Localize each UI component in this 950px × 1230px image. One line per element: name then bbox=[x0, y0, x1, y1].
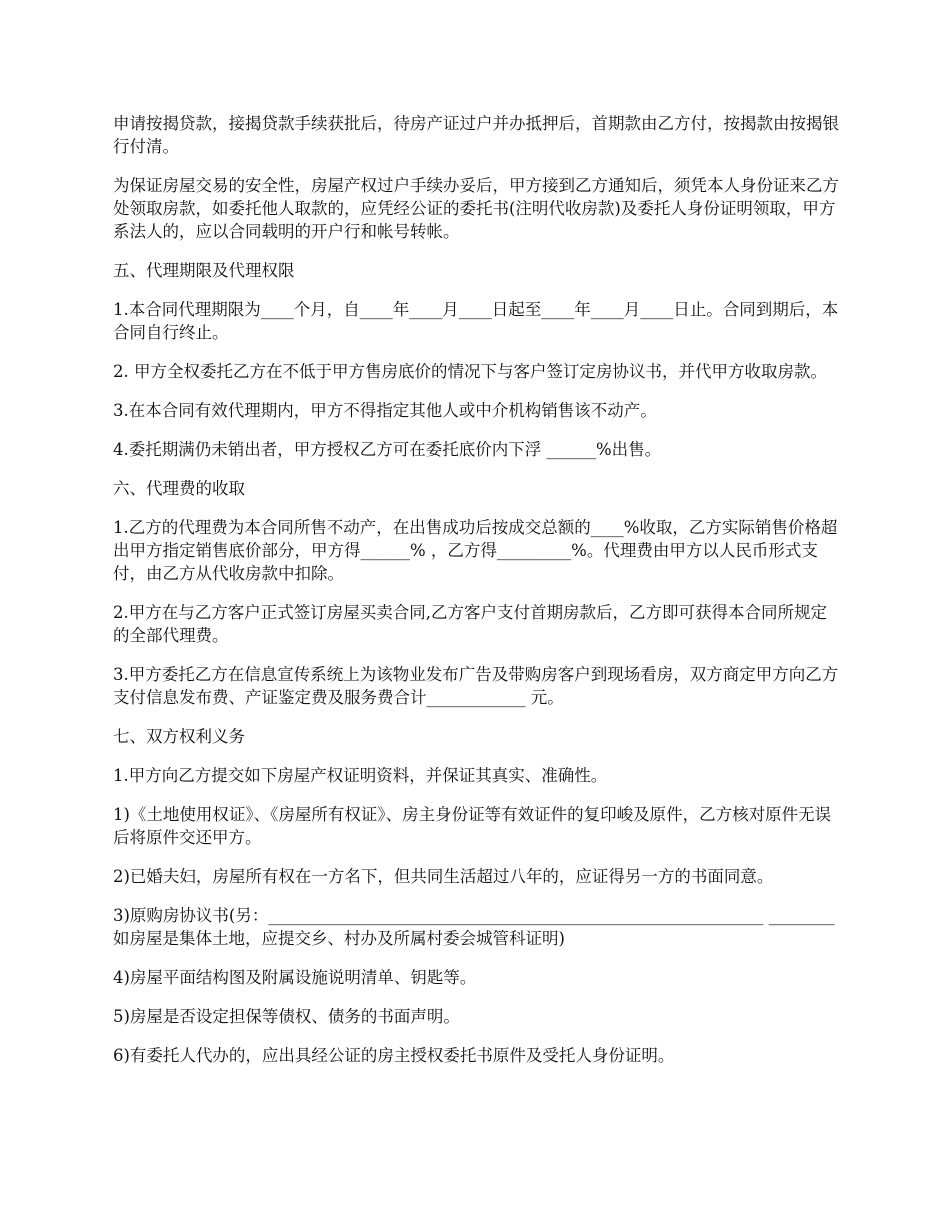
item-debt-statement: 5)房屋是否设定担保等债权、债务的书面声明。 bbox=[113, 1007, 460, 1026]
clause-full-authorization: 2. 甲方全权委托乙方在不低于甲方售房底价的情况下与客户签订定房协议书，并代甲方收取房款。 bbox=[113, 362, 827, 381]
clause-advertising-fee: 3.甲方委托乙方在信息宣传系统上为该物业发布广告及带购房客户到现场看房，双方商定甲方向乙方支付信息发布费、产证鉴定费及服务费合计____________ 元。 bbox=[113, 665, 839, 707]
clause-fee-rate: 1.乙方的代理费为本合同所售不动产，在出售成功后按成交总额的____%收取，乙方实际销售价格超出甲方指定销售底价部分，甲方得______% ，乙方得_________%。代理费由甲方以人民币形式支付，由乙方从代收房款中扣除。 bbox=[113, 518, 838, 583]
section-heading-agency-term: 五、代理期限及代理权限 bbox=[113, 261, 295, 280]
item-power-of-attorney: 6)有委托人代办的，应出具经公证的房主授权委托书原件及受托人身份证明。 bbox=[113, 1046, 675, 1065]
item-spouse-consent: 2)已婚夫妇，房屋所有权在一方名下，但共同生活超过八年的，应证得另一方的书面同意。 bbox=[113, 867, 774, 886]
clause-fee-entitlement: 2.甲方在与乙方客户正式签订房屋买卖合同,乙方客户支付首期房款后，乙方即可获得本合同所规定的全部代理费。 bbox=[113, 603, 827, 645]
paragraph-security-payment: 为保证房屋交易的安全性，房屋产权过户手续办妥后，甲方接到乙方通知后，须凭本人身份证来乙方处领取房款，如委托他人取款的，应凭经公证的委托书(注明代收房款)及委托人身份证明领取，甲方系法人的，应以合同载明的开户行和帐号转帐。 bbox=[113, 176, 839, 241]
section-heading-rights-obligations: 七、双方权利义务 bbox=[113, 727, 245, 746]
document-body bbox=[113, 112, 840, 1083]
item-original-agreement: 3)原购房协议书(另：____________________________________________________________ ________如房屋是集体土地，应提交乡、村办及所属村委会城管科证明) bbox=[113, 906, 835, 948]
item-floor-plan: 4)房屋平面结构图及附属设施说明清单、钥匙等。 bbox=[113, 968, 477, 987]
clause-price-reduction: 4.委托期满仍未销出者，甲方授权乙方可在委托底价内下浮 ______%出售。 bbox=[113, 440, 662, 459]
clause-submit-documents: 1.甲方向乙方提交如下房屋产权证明资料，并保证其真实、准确性。 bbox=[113, 766, 608, 785]
item-certificates: 1)《土地使用权证》、《房屋所有权证》、房主身份证等有效证件的复印峻及原件，乙方核对原件无误后将原件交还甲方。 bbox=[113, 805, 832, 847]
section-heading-agency-fee: 六、代理费的收取 bbox=[113, 479, 245, 498]
paragraph-mortgage-payment: 申请按揭贷款，接揭贷款手续获批后，待房产证过户并办抵押后，首期款由乙方付，按揭款由按揭银行付清。 bbox=[113, 114, 839, 156]
clause-agency-period: 1.本合同代理期限为____个月，自____年____月____日起至____年____月____日止。合同到期后，本合同自行终止。 bbox=[113, 300, 839, 342]
clause-exclusive-agency: 3.在本合同有效代理期内，甲方不得指定其他人或中介机构销售该不动产。 bbox=[113, 401, 657, 420]
